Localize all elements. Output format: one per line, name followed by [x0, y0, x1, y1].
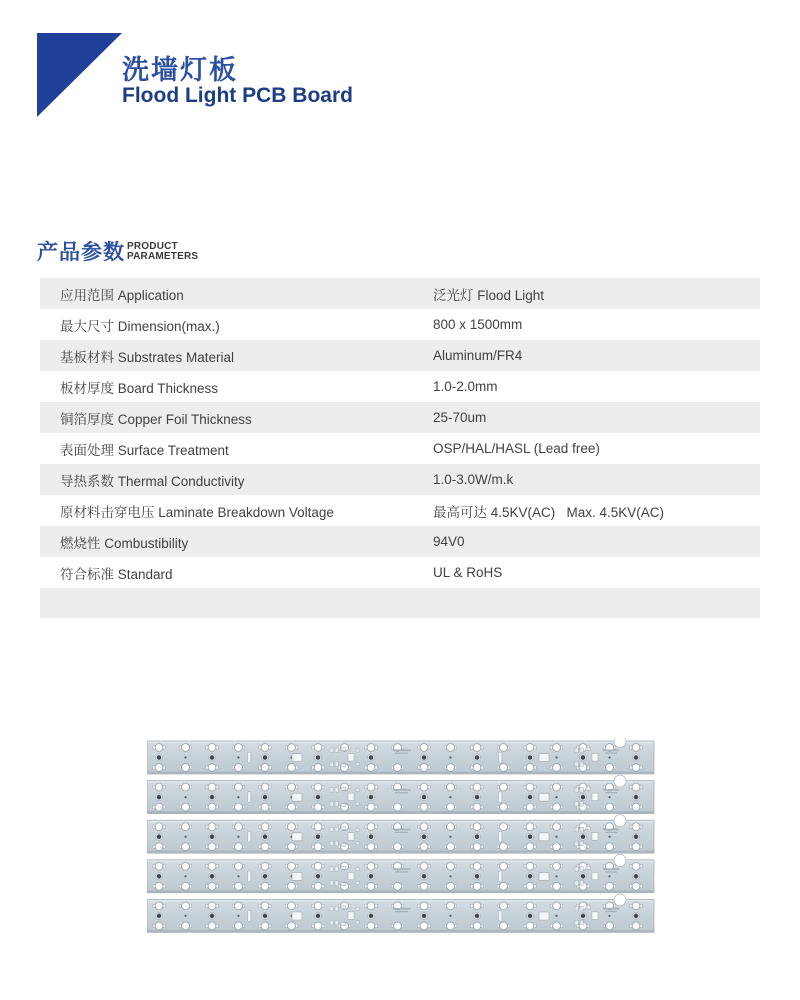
- spec-value: 1.0-2.0mm: [433, 379, 498, 394]
- spec-label: 板材厚度 Board Thickness: [60, 380, 219, 396]
- table-row: [40, 340, 760, 371]
- spec-label: 铜箔厚度 Copper Foil Thickness: [60, 411, 252, 427]
- spec-value: Aluminum/FR4: [433, 348, 523, 363]
- table-row: [40, 495, 760, 526]
- spec-table: [40, 278, 760, 618]
- spec-value: 25-70um: [433, 410, 487, 425]
- table-row: [40, 557, 760, 588]
- spec-label: 符合标准 Standard: [60, 566, 173, 582]
- spec-label: 原材料击穿电压 Laminate Breakdown Voltage: [60, 504, 334, 520]
- spec-value: 94V0: [433, 534, 465, 549]
- spec-value: 800 x 1500mm: [433, 317, 523, 332]
- page-title-zh: 洗墙灯板: [122, 55, 238, 85]
- table-footer-bar: [40, 588, 760, 618]
- pcb-strips-image: [147, 738, 655, 938]
- spec-value: 最高可达 4.5KV(AC) Max. 4.5KV(AC): [433, 504, 665, 520]
- spec-value: UL & RoHS: [433, 565, 503, 580]
- table-row: [40, 309, 760, 340]
- section-subtitle-line2: PARAMETERS: [127, 251, 199, 262]
- section-subtitle-line1: PRODUCT: [127, 241, 178, 252]
- spec-label: 导热系数 Thermal Conductivity: [60, 473, 245, 489]
- spec-label: 最大尺寸 Dimension(max.): [60, 318, 220, 334]
- table-row: [40, 526, 760, 557]
- pcb-photo: [147, 738, 655, 938]
- spec-value: 1.0-3.0W/m.k: [433, 472, 514, 487]
- spec-value: OSP/HAL/HASL (Lead free): [433, 441, 600, 456]
- section-subtitle: [127, 242, 198, 262]
- spec-label: 基板材料 Substrates Material: [60, 349, 235, 365]
- page-title-en: Flood Light PCB Board: [122, 84, 353, 107]
- table-row: [40, 371, 760, 402]
- spec-value: 泛光灯 Flood Light: [433, 287, 545, 303]
- table-row: [40, 402, 760, 433]
- logo-triangle-icon: [37, 33, 122, 117]
- section-title-zh: 产品参数: [37, 241, 125, 264]
- spec-label: 燃烧性 Combustibility: [60, 535, 189, 551]
- spec-label: 表面处理 Surface Treatment: [60, 442, 229, 458]
- table-row: [40, 278, 760, 309]
- table-row: [40, 433, 760, 464]
- spec-label: 应用范围 Application: [60, 287, 184, 303]
- table-row: [40, 464, 760, 495]
